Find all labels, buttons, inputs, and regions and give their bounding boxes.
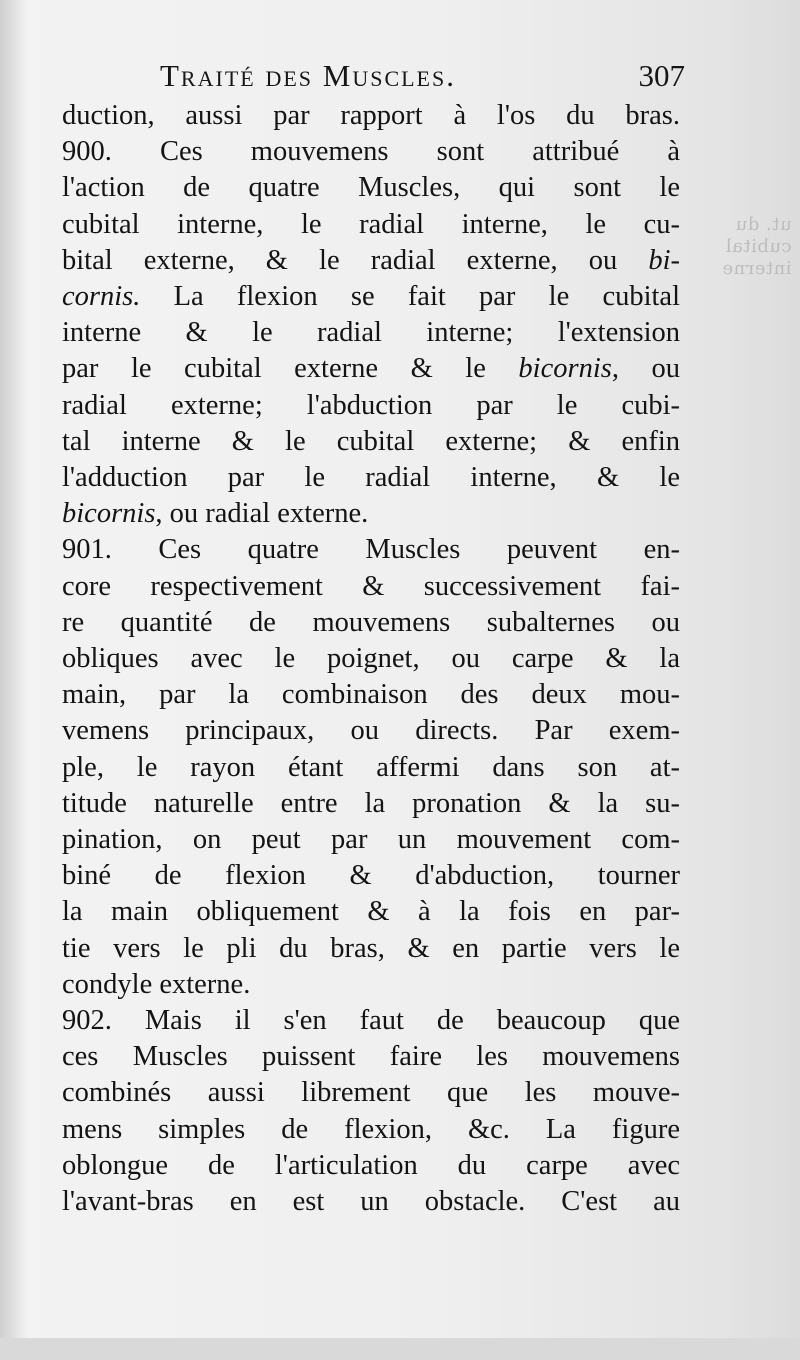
page-bottom-edge [0, 1338, 800, 1360]
text-line [62, 1039, 680, 1075]
text-line [62, 388, 680, 424]
text-run: l'action de quatre Muscles, qui sont le [62, 172, 680, 204]
text-run: condyle externe. [62, 968, 251, 1000]
text-line [62, 786, 680, 822]
text-line [62, 931, 680, 967]
text-line [62, 532, 680, 568]
italic-text: cornis. [62, 281, 141, 313]
text-run: oblongue de l'articulation du carpe avec [62, 1149, 680, 1181]
text-run: combinés aussi librement que les mouve- [62, 1077, 680, 1109]
bleed-through-line: ut. du [735, 214, 792, 235]
italic-text: bicornis [62, 498, 156, 530]
text-run: duction, aussi par rapport à l'os du bras. [62, 100, 680, 131]
text-line [62, 858, 680, 894]
text-run: bital externe, & le radial externe, ou [62, 244, 649, 276]
text-line [62, 750, 680, 786]
text-run: tie vers le pli du bras, & en partie vers le [62, 932, 680, 964]
text-line [62, 641, 680, 677]
text-run: radial externe; l'abduction par le cubi- [62, 389, 680, 421]
italic-text: bicornis [518, 353, 612, 385]
text-run: la main obliquement & à la fois en par- [62, 896, 680, 928]
text-run: vemens principaux, ou directs. Par exem- [62, 715, 680, 747]
text-run: biné de flexion & d'abduction, tourner [62, 860, 680, 892]
gutter-shadow [0, 0, 28, 1360]
text-line [62, 1184, 680, 1220]
text-run: interne & le radial interne; l'extension [62, 317, 680, 349]
text-line [62, 605, 680, 641]
text-line [62, 1112, 680, 1148]
text-line [62, 315, 680, 351]
text-run: tal interne & le cubital externe; & enfin [62, 425, 680, 457]
text-run: mens simples de flexion, &c. La figure [62, 1113, 680, 1145]
text-run: 901. Ces quatre Muscles peuvent en- [62, 534, 680, 566]
text-run: , ou [611, 353, 681, 385]
text-line [62, 569, 680, 605]
text-run: core respectivement & successivement fai- [62, 570, 680, 602]
text-run: l'adduction par le radial interne, & le [62, 462, 680, 494]
text-line [62, 207, 680, 243]
text-line [62, 1148, 680, 1184]
bleed-through-line: interne [722, 258, 792, 279]
text-line [62, 460, 680, 496]
text-run: 902. Mais il s'en faut de beaucoup que [62, 1005, 680, 1037]
bleed-through-margin-note [722, 214, 792, 280]
text-line [62, 713, 680, 749]
text-run: par le cubital externe & le [62, 353, 519, 385]
text-line [62, 170, 680, 206]
text-line [62, 677, 680, 713]
text-run: ple, le rayon étant affermi dans son at- [62, 751, 680, 783]
text-run: La flexion se fait par le cubital [140, 281, 680, 313]
text-line [62, 279, 680, 315]
text-line [62, 424, 680, 460]
text-line [62, 967, 680, 1003]
text-run: ces Muscles puissent faire les mouvemens [62, 1041, 680, 1073]
text-line [62, 822, 680, 858]
text-line [62, 351, 680, 387]
text-run: re quantité de mouvemens subalternes ou [62, 606, 680, 638]
text-run: main, par la combinaison des deux mou- [62, 679, 680, 711]
page-number: 307 [638, 58, 685, 93]
text-line [62, 1075, 680, 1111]
text-line [62, 134, 680, 170]
italic-text: bi- [648, 244, 680, 276]
running-title: Traité des Muscles. [160, 58, 456, 93]
text-line [62, 1003, 680, 1039]
text-run: pination, on peut par un mouvement com- [62, 824, 680, 856]
text-line [62, 98, 680, 134]
body-text [62, 98, 680, 1220]
text-run: cubital interne, le radial interne, le cu- [62, 208, 680, 240]
text-run: 900. Ces mouvemens sont attribué à [62, 136, 680, 168]
text-run: l'avant-bras en est un obstacle. C'est au [62, 1186, 680, 1218]
text-run: , ou radial externe. [155, 498, 369, 530]
text-line [62, 243, 680, 279]
running-head [160, 58, 685, 100]
text-run: titude naturelle entre la pronation & la su- [62, 787, 680, 819]
text-run: obliques avec le poignet, ou carpe & la [62, 643, 680, 675]
text-line [62, 894, 680, 930]
text-line [62, 496, 680, 532]
bleed-through-line: cubital [725, 236, 792, 257]
